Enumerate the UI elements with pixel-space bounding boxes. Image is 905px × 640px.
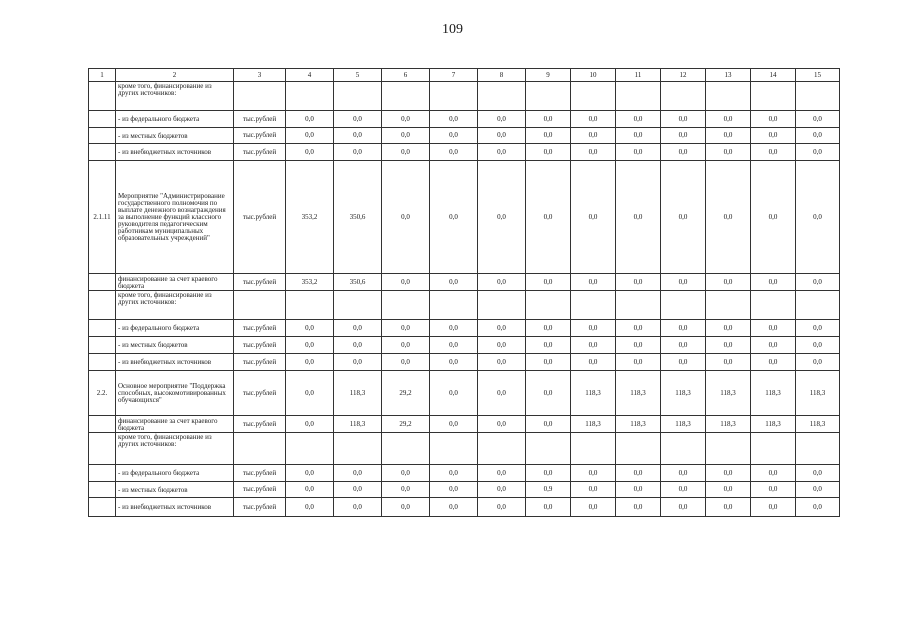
column-header: 15 [796,69,840,82]
row-value: 0,0 [616,274,661,291]
row-value: 0,0 [382,111,430,128]
row-value: 0,0 [571,144,616,161]
row-value: 118,3 [661,416,706,433]
row-value: 0,0 [706,337,751,354]
row-unit: тыс.рублей [234,371,286,416]
row-value [286,82,334,111]
row-value [526,433,571,465]
row-value: 0,0 [751,465,796,482]
row-code: 2.1.11 [89,161,116,274]
row-value: 0,0 [616,320,661,337]
row-value [751,291,796,320]
row-value [751,433,796,465]
table-row [89,320,840,337]
row-value: 0,0 [706,320,751,337]
column-header: 10 [571,69,616,82]
column-header: 13 [706,69,751,82]
row-value: 0,0 [616,482,661,498]
column-header: 4 [286,69,334,82]
row-value: 0,0 [751,337,796,354]
row-value: 118,3 [751,416,796,433]
row-value: 0,0 [661,354,706,371]
row-value [706,433,751,465]
row-value: 118,3 [616,416,661,433]
row-unit: тыс.рублей [234,320,286,337]
row-value: 353,2 [286,274,334,291]
row-code [89,337,116,354]
row-value: 0,0 [616,354,661,371]
row-value: 0,0 [616,128,661,144]
row-value: 0,0 [751,354,796,371]
column-header: 8 [478,69,526,82]
column-header: 12 [661,69,706,82]
row-unit: тыс.рублей [234,274,286,291]
row-value: 0,0 [796,274,840,291]
row-value [430,291,478,320]
row-value: 29,2 [382,371,430,416]
row-value: 0,0 [478,371,526,416]
row-value: 0,0 [796,144,840,161]
row-value: 0,0 [751,161,796,274]
row-value: 0,0 [661,320,706,337]
row-value: 0,0 [430,144,478,161]
row-value: 0,0 [430,465,478,482]
row-value: 0,0 [478,482,526,498]
row-code [89,354,116,371]
row-code [89,291,116,320]
row-description: - из федерального бюджета [116,320,234,337]
row-value: 118,3 [796,416,840,433]
row-value [430,82,478,111]
row-value: 0,0 [382,320,430,337]
row-value: 0,0 [478,416,526,433]
row-value: 0,0 [430,111,478,128]
row-value: 0,0 [571,482,616,498]
table-row [89,274,840,291]
row-value: 0,0 [382,498,430,517]
row-code [89,128,116,144]
table-row [89,82,840,111]
row-value: 0,0 [751,320,796,337]
row-value: 118,3 [706,416,751,433]
row-description: - из федерального бюджета [116,465,234,482]
row-value: 0,0 [661,128,706,144]
row-value [706,291,751,320]
table-row [89,482,840,498]
row-value [796,291,840,320]
row-value: 0,0 [382,337,430,354]
row-value: 0,0 [751,111,796,128]
row-value: 0,0 [616,111,661,128]
row-value: 0,0 [334,465,382,482]
row-value: 0,0 [430,482,478,498]
row-description: - из внебюджетных источников [116,354,234,371]
row-value: 0,0 [430,320,478,337]
row-value: 0,0 [526,416,571,433]
row-value: 0,0 [430,416,478,433]
row-unit: тыс.рублей [234,161,286,274]
row-value: 0,0 [571,161,616,274]
column-header: 9 [526,69,571,82]
row-value: 0,0 [286,111,334,128]
row-value: 0,0 [334,111,382,128]
row-value: 0,0 [706,465,751,482]
row-code [89,498,116,517]
row-value: 0,0 [571,337,616,354]
row-unit: тыс.рублей [234,111,286,128]
row-value: 0,0 [286,498,334,517]
row-value: 0,0 [478,128,526,144]
row-value [478,291,526,320]
table-row [89,144,840,161]
row-value: 0,0 [526,144,571,161]
row-value [661,433,706,465]
row-value: 0,0 [430,128,478,144]
row-unit: тыс.рублей [234,354,286,371]
row-value: 0,0 [706,354,751,371]
row-value: 0,0 [382,128,430,144]
row-description: кроме того, финансирование из других источников: [116,291,234,320]
row-value: 0,0 [661,111,706,128]
row-value: 0,0 [751,144,796,161]
row-value: 118,3 [616,371,661,416]
table-row [89,498,840,517]
row-value: 0,0 [751,498,796,517]
table-row [89,111,840,128]
row-value: 0,0 [334,128,382,144]
row-code [89,416,116,433]
row-value: 0,0 [334,498,382,517]
budget-table [88,68,840,517]
row-description: Мероприятие "Администрирование государственного полномочия по выплате денежного вознаграждения за выполнение функций классного руководителя педагогическим работникам муниципальных образовательных учреждений" [116,161,234,274]
row-value: 0,0 [478,320,526,337]
row-value: 0,0 [616,498,661,517]
row-value [382,82,430,111]
row-value: 0,0 [526,111,571,128]
row-value: 0,0 [751,482,796,498]
row-value: 0,0 [334,320,382,337]
row-value: 0,0 [430,371,478,416]
row-value [430,433,478,465]
row-value: 0,0 [796,465,840,482]
row-value: 0,9 [526,482,571,498]
row-value: 118,3 [334,371,382,416]
row-value: 0,0 [526,354,571,371]
row-value [616,291,661,320]
row-unit [234,82,286,111]
row-value: 0,0 [526,161,571,274]
row-description: - из внебюджетных источников [116,144,234,161]
row-value: 0,0 [796,320,840,337]
row-value: 0,0 [478,354,526,371]
row-value: 0,0 [796,128,840,144]
row-value: 0,0 [706,128,751,144]
row-value [526,291,571,320]
row-code [89,482,116,498]
row-value [706,82,751,111]
row-value: 0,0 [571,498,616,517]
row-value [478,82,526,111]
column-header: 7 [430,69,478,82]
row-value: 118,3 [571,416,616,433]
table-row [89,354,840,371]
table-row [89,371,840,416]
row-value [526,82,571,111]
row-unit: тыс.рублей [234,498,286,517]
row-value: 0,0 [706,111,751,128]
row-value: 118,3 [796,371,840,416]
row-value: 0,0 [526,274,571,291]
row-value [334,82,382,111]
row-description: кроме того, финансирование из других источников: [116,82,234,111]
row-description: - из местных бюджетов [116,482,234,498]
row-value: 0,0 [571,465,616,482]
row-description: - из внебюджетных источников [116,498,234,517]
row-value: 0,0 [661,465,706,482]
row-value [571,291,616,320]
row-value: 0,0 [616,144,661,161]
row-code [89,111,116,128]
row-value: 0,0 [382,465,430,482]
row-value: 0,0 [571,128,616,144]
row-unit: тыс.рублей [234,465,286,482]
row-value: 0,0 [430,498,478,517]
row-value [616,82,661,111]
row-unit: тыс.рублей [234,416,286,433]
row-value: 0,0 [286,416,334,433]
row-code [89,433,116,465]
row-value: 0,0 [661,144,706,161]
row-value [382,291,430,320]
row-value [661,82,706,111]
row-value: 0,0 [706,144,751,161]
row-value: 0,0 [286,320,334,337]
row-value: 0,0 [286,337,334,354]
row-value: 0,0 [661,498,706,517]
row-value [571,82,616,111]
column-header: 3 [234,69,286,82]
row-value: 0,0 [382,274,430,291]
row-value [334,433,382,465]
row-value: 0,0 [478,465,526,482]
row-unit: тыс.рублей [234,128,286,144]
row-value [796,82,840,111]
row-value: 0,0 [706,161,751,274]
row-value: 0,0 [382,354,430,371]
row-value: 0,0 [334,482,382,498]
row-value: 0,0 [334,337,382,354]
row-value [286,291,334,320]
row-value: 0,0 [616,465,661,482]
row-value: 0,0 [751,128,796,144]
header-row [89,69,840,82]
row-value [616,433,661,465]
row-value: 0,0 [616,337,661,354]
row-value: 29,2 [382,416,430,433]
table-row [89,161,840,274]
row-value: 0,0 [706,482,751,498]
row-value: 118,3 [706,371,751,416]
row-value: 118,3 [571,371,616,416]
row-code [89,274,116,291]
row-value: 0,0 [478,337,526,354]
row-value [286,433,334,465]
row-value: 0,0 [661,337,706,354]
table-row [89,433,840,465]
row-value: 0,0 [571,274,616,291]
row-description: финансирование за счет краевого бюджета [116,416,234,433]
row-value: 0,0 [430,354,478,371]
column-header: 1 [89,69,116,82]
row-value: 0,0 [526,465,571,482]
row-value: 0,0 [430,274,478,291]
row-value: 0,0 [526,371,571,416]
row-unit: тыс.рублей [234,144,286,161]
row-code [89,82,116,111]
row-value: 0,0 [478,161,526,274]
row-value: 0,0 [796,498,840,517]
column-header: 14 [751,69,796,82]
row-value: 0,0 [616,161,661,274]
row-description: - из местных бюджетов [116,128,234,144]
row-value: 0,0 [796,482,840,498]
row-value: 0,0 [796,337,840,354]
row-value: 0,0 [526,337,571,354]
row-value: 0,0 [706,498,751,517]
row-unit: тыс.рублей [234,337,286,354]
row-code [89,320,116,337]
row-value: 0,0 [478,498,526,517]
row-value: 0,0 [796,354,840,371]
row-value: 353,2 [286,161,334,274]
row-value: 0,0 [478,111,526,128]
row-value: 0,0 [286,144,334,161]
row-value: 0,0 [286,465,334,482]
page-number: 109 [442,22,463,37]
row-value: 118,3 [751,371,796,416]
row-value: 0,0 [571,354,616,371]
row-value: 0,0 [382,161,430,274]
row-value [478,433,526,465]
row-value: 0,0 [334,144,382,161]
row-value [751,82,796,111]
row-value: 0,0 [526,320,571,337]
row-code: 2.2. [89,371,116,416]
row-value [382,433,430,465]
row-value: 0,0 [382,482,430,498]
row-value [571,433,616,465]
row-code [89,144,116,161]
row-value [796,433,840,465]
row-value: 0,0 [571,111,616,128]
row-value: 0,0 [286,354,334,371]
row-value: 0,0 [286,128,334,144]
row-description: - из федерального бюджета [116,111,234,128]
table-row [89,291,840,320]
row-value: 0,0 [751,274,796,291]
row-value: 0,0 [430,161,478,274]
column-header: 2 [116,69,234,82]
row-value: 0,0 [571,320,616,337]
row-unit: тыс.рублей [234,482,286,498]
row-value: 0,0 [796,111,840,128]
row-value [661,291,706,320]
row-description: Основное мероприятие "Поддержка способных, высокомотивированных обучающихся" [116,371,234,416]
row-value: 0,0 [478,274,526,291]
row-value: 0,0 [334,354,382,371]
row-value: 0,0 [286,371,334,416]
row-value: 350,6 [334,161,382,274]
row-unit [234,433,286,465]
row-value: 0,0 [526,128,571,144]
row-value: 0,0 [796,161,840,274]
row-code [89,465,116,482]
column-header: 5 [334,69,382,82]
table-row [89,416,840,433]
table-row [89,128,840,144]
column-header: 11 [616,69,661,82]
table-row [89,465,840,482]
table-row [89,337,840,354]
row-value: 0,0 [478,144,526,161]
row-value: 0,0 [382,144,430,161]
row-value [334,291,382,320]
row-value: 0,0 [661,274,706,291]
column-header: 6 [382,69,430,82]
row-value: 118,3 [661,371,706,416]
row-description: - из местных бюджетов [116,337,234,354]
row-value: 350,6 [334,274,382,291]
row-value: 0,0 [661,161,706,274]
row-description: финансирование за счет краевого бюджета [116,274,234,291]
row-value: 118,3 [334,416,382,433]
row-value: 0,0 [526,498,571,517]
row-unit [234,291,286,320]
row-description: кроме того, финансирование из других источников: [116,433,234,465]
row-value: 0,0 [661,482,706,498]
row-value: 0,0 [286,482,334,498]
row-value: 0,0 [430,337,478,354]
row-value: 0,0 [706,274,751,291]
